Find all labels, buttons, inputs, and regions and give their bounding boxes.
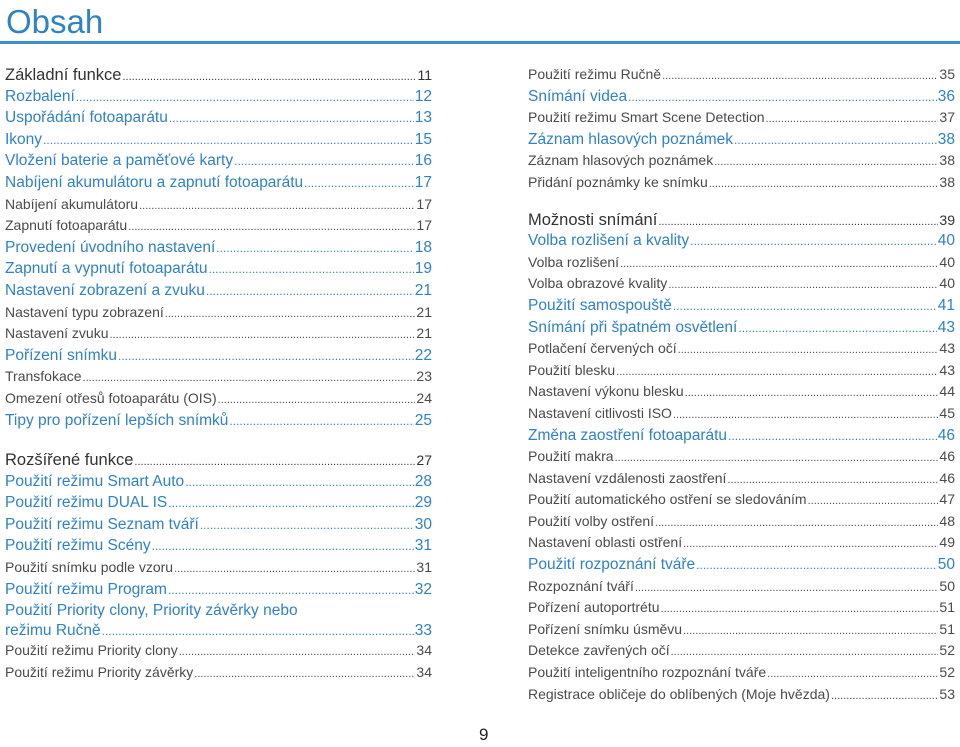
toc-leader-dots — [671, 646, 939, 658]
toc-entry-page: 43 — [939, 361, 955, 378]
toc-leader-dots — [152, 539, 414, 553]
toc-entry[interactable] — [528, 340, 955, 362]
toc-entry-label: Nabíjení akumulátoru — [5, 195, 139, 212]
toc-entry-page: 19 — [414, 260, 432, 278]
toc-entry-label: Zapnutí a vypnutí fotoaparátu — [5, 260, 208, 278]
toc-leader-dots — [714, 156, 938, 168]
toc-leader-dots — [668, 279, 938, 291]
toc-entry[interactable] — [5, 88, 432, 110]
toc-leader-dots — [696, 558, 937, 572]
toc-entry-label: Nastavení vzdálenosti zaostření — [528, 469, 727, 486]
toc-leader-dots — [185, 475, 414, 489]
toc-entry[interactable] — [5, 131, 432, 153]
toc-entry-label: Použití režimu Ručně — [528, 66, 662, 82]
toc-section-heading[interactable] — [5, 451, 432, 473]
toc-entry[interactable] — [5, 516, 432, 538]
toc-leader-dots — [727, 474, 938, 486]
toc-leader-dots — [635, 582, 939, 594]
toc-leader-dots — [661, 603, 939, 615]
toc-entry-page: 12 — [414, 87, 432, 105]
toc-entry-page: 48 — [939, 512, 955, 529]
toc-entry-page: 40 — [939, 253, 955, 270]
toc-entry-label: Použití makra — [528, 448, 614, 465]
toc-leader-dots — [673, 409, 938, 421]
toc-entry[interactable] — [5, 325, 432, 347]
toc-entry-label: Použití režimu Scény — [5, 537, 151, 555]
toc-leader-dots — [165, 308, 416, 320]
toc-entry[interactable] — [5, 537, 432, 559]
toc-entry-label: Detekce zavřených očí — [528, 642, 670, 659]
toc-entry[interactable] — [528, 599, 955, 621]
toc-leader-dots — [620, 258, 938, 270]
toc-leader-dots — [128, 221, 415, 233]
toc-entry-page: 21 — [416, 325, 432, 342]
section-gap — [5, 433, 432, 451]
toc-leader-dots — [690, 234, 937, 248]
toc-entry-page: 35 — [939, 66, 955, 82]
toc-column-right — [528, 66, 955, 707]
toc-leader-dots — [216, 241, 413, 255]
toc-entry[interactable] — [5, 152, 432, 174]
toc-entry-page: 52 — [939, 664, 955, 681]
toc-entry-page: 34 — [416, 642, 432, 659]
toc-entry[interactable] — [5, 347, 432, 369]
toc-entry-label: Možnosti snímání — [528, 210, 658, 229]
toc-entry[interactable] — [528, 556, 955, 578]
toc-column-left — [5, 66, 432, 685]
toc-leader-dots — [110, 329, 416, 341]
toc-entry-label: Zapnutí fotoaparátu — [5, 217, 128, 234]
toc-leader-dots — [738, 321, 936, 335]
toc-entry-label: Použití režimu Smart Auto — [5, 472, 185, 490]
toc-entry-label: Vložení baterie a paměťové karty — [5, 152, 234, 170]
toc-entry-page: 17 — [416, 217, 432, 234]
toc-entry-label: Omezení otřesů fotoaparátu (OIS) — [5, 389, 217, 406]
toc-entry[interactable] — [5, 664, 432, 686]
toc-entry-page: 47 — [939, 491, 955, 508]
toc-entry-label: Tipy pro pořízení lepších snímků — [5, 411, 229, 429]
toc-entry-page: 46 — [939, 469, 955, 486]
toc-entry-page: 17 — [414, 173, 432, 191]
toc-entry-page: 37 — [939, 109, 955, 126]
toc-entry[interactable] — [528, 664, 955, 686]
toc-entry[interactable] — [528, 578, 955, 600]
toc-leader-dots — [662, 70, 938, 82]
toc-entry-label: Použití volby ostření — [528, 512, 655, 529]
toc-entry-page: 36 — [937, 87, 955, 105]
toc-entry[interactable] — [528, 88, 955, 110]
toc-leader-dots — [808, 495, 939, 507]
toc-leader-dots — [76, 90, 414, 104]
toc-entry-label: Použití režimu DUAL IS — [5, 494, 168, 512]
toc-leader-dots — [102, 624, 414, 638]
toc-entry-label: Záznam hlasových poznámek — [528, 152, 714, 169]
toc-entry[interactable] — [528, 152, 955, 174]
toc-entry-page: 46 — [937, 426, 955, 444]
toc-entry-label: Použití režimu Priority clony — [5, 642, 178, 659]
toc-entry-label: Pořízení snímku — [5, 346, 117, 364]
toc-leader-dots — [615, 452, 939, 464]
toc-entry-label: Nastavení zobrazení a zvuku — [5, 281, 205, 299]
page-title: Obsah — [6, 3, 104, 40]
toc-entry-page: 53 — [939, 685, 955, 702]
toc-entry[interactable] — [5, 390, 432, 412]
toc-entry[interactable] — [5, 642, 432, 664]
toc-entry-label: Volba rozlišení a kvality — [528, 232, 690, 250]
toc-leader-dots — [658, 216, 938, 228]
toc-entry[interactable] — [5, 260, 432, 282]
toc-entry-label-continued: režimu Ručně — [5, 622, 101, 640]
toc-leader-dots — [728, 429, 937, 443]
toc-leader-dots — [168, 496, 414, 510]
toc-entry-label: Ikony — [5, 130, 43, 148]
toc-entry-page: 11 — [417, 67, 432, 83]
toc-entry[interactable] — [528, 513, 955, 535]
toc-entry-label: Přidání poznámky ke snímku — [528, 173, 708, 190]
toc-entry-label: Použití samospouště — [528, 296, 672, 314]
toc-entry-label: Nabíjení akumulátoru a zapnutí fotoaparátu — [5, 173, 304, 191]
toc-leader-dots — [83, 372, 416, 384]
toc-entry[interactable] — [5, 196, 432, 218]
toc-entry-page: 38 — [939, 173, 955, 190]
toc-entry-page: 18 — [414, 238, 432, 256]
toc-entry-page: 46 — [939, 448, 955, 465]
toc-entry-page: 49 — [939, 534, 955, 551]
toc-leader-dots — [209, 262, 414, 276]
toc-entry[interactable] — [528, 642, 955, 664]
toc-entry-page: 51 — [939, 599, 955, 616]
toc-entry-page: 51 — [939, 620, 955, 637]
toc-leader-dots — [616, 366, 938, 378]
toc-entry[interactable] — [528, 383, 955, 405]
section-gap — [528, 196, 955, 211]
toc-entry[interactable] — [528, 174, 955, 196]
toc-entry-label: Uspořádání fotoaparátu — [5, 109, 168, 127]
toc-entry-label: Provedení úvodního nastavení — [5, 238, 216, 256]
toc-entry[interactable] — [5, 473, 432, 495]
toc-entry[interactable] — [5, 494, 432, 516]
toc-entry[interactable] — [528, 427, 955, 449]
toc-section-heading[interactable] — [528, 211, 955, 233]
toc-entry[interactable] — [528, 470, 955, 492]
toc-entry-label: Základní funkce — [5, 66, 122, 84]
toc-leader-dots — [179, 646, 416, 658]
toc-entry[interactable] — [5, 217, 432, 239]
toc-entry[interactable] — [528, 297, 955, 319]
toc-entry[interactable] — [528, 254, 955, 276]
toc-entry-label: Nastavení oblasti ostření — [528, 534, 683, 551]
toc-leader-dots — [43, 133, 414, 147]
toc-entry[interactable] — [5, 239, 432, 261]
toc-leader-dots — [168, 583, 414, 597]
toc-entry-page: 40 — [939, 275, 955, 292]
toc-entry-page: 38 — [939, 152, 955, 169]
toc-leader-dots — [174, 563, 415, 575]
toc-entry-page: 22 — [414, 346, 432, 364]
toc-entry-label: Rozšířené funkce — [5, 451, 134, 470]
toc-entry-page: 52 — [939, 642, 955, 659]
toc-leader-dots — [169, 111, 414, 125]
toc-leader-dots — [218, 394, 416, 406]
toc-entry[interactable] — [5, 109, 432, 131]
toc-entry-page: 16 — [414, 152, 432, 170]
toc-entry-label: Snímání při špatném osvětlení — [528, 318, 738, 336]
toc-entry-label: Použití režimu Priority závěrky — [5, 663, 194, 680]
toc-entry-label: Potlačení červených očí — [528, 340, 677, 357]
toc-entry-label: Rozbalení — [5, 87, 75, 105]
toc-entry[interactable] — [5, 368, 432, 390]
page-number: 9 — [479, 725, 489, 744]
toc-entry-page: 44 — [939, 383, 955, 400]
toc-entry[interactable] — [5, 304, 432, 326]
toc-entry[interactable] — [528, 534, 955, 556]
toc-leader-dots — [628, 90, 937, 104]
toc-entry-label: Snímání videa — [528, 87, 628, 105]
toc-entry-page: 29 — [414, 494, 432, 512]
toc-entry-page: 24 — [416, 389, 432, 406]
toc-leader-dots — [122, 71, 416, 83]
toc-entry-page: 27 — [416, 452, 432, 469]
toc-entry[interactable] — [528, 621, 955, 643]
toc-entry-label: Rozpoznání tváří — [528, 577, 634, 594]
toc-entry-label: Použití režimu Seznam tváří — [5, 515, 199, 533]
toc-entry-page: 50 — [939, 577, 955, 594]
toc-leader-dots — [685, 387, 939, 399]
toc-leader-dots — [655, 517, 938, 529]
toc-leader-dots — [304, 176, 414, 190]
toc-entry[interactable] — [528, 405, 955, 427]
toc-entry[interactable] — [528, 448, 955, 470]
toc-entry-page: 39 — [939, 211, 955, 228]
toc-entry-page: 41 — [937, 296, 955, 314]
toc-entry[interactable] — [528, 232, 955, 254]
toc-leader-dots — [118, 349, 414, 363]
toc-entry[interactable] — [528, 686, 955, 708]
toc-leader-dots — [831, 690, 938, 702]
toc-entry[interactable] — [5, 282, 432, 304]
toc-entry-page: 25 — [414, 411, 432, 429]
toc-leader-dots — [134, 456, 415, 468]
toc-entry-label: Použití automatického ostření se sledováním — [528, 491, 807, 508]
toc-entry-label: Použití rozpoznání tváře — [528, 556, 696, 574]
toc-entry-label: Použití Priority clony, Priority závěrky nebo — [5, 602, 298, 620]
toc-entry-page: 32 — [414, 580, 432, 598]
toc-entry[interactable] — [528, 109, 955, 131]
toc-entry[interactable] — [528, 275, 955, 297]
toc-entry-page: 15 — [414, 130, 432, 148]
title-divider — [0, 41, 960, 44]
toc-entry-page: 43 — [939, 340, 955, 357]
toc-entry[interactable] — [5, 412, 432, 434]
toc-entry-line — [5, 622, 432, 642]
toc-leader-dots — [766, 113, 939, 125]
toc-entry-label: Volba obrazové kvality — [528, 275, 668, 292]
toc-entry-page: 13 — [414, 109, 432, 127]
toc-entry-page: 50 — [937, 556, 955, 574]
toc-entry-label: Nastavení typu zobrazení — [5, 303, 164, 320]
toc-entry[interactable] — [5, 559, 432, 581]
toc-entry-page: 30 — [414, 515, 432, 533]
toc-entry-label: Pořízení snímku úsměvu — [528, 620, 683, 637]
toc-entry-label: Použití režimu Program — [5, 580, 167, 598]
toc-leader-dots — [200, 518, 414, 532]
toc-entry-page: 43 — [937, 318, 955, 336]
toc-entry-label: Nastavení zvuku — [5, 325, 109, 342]
toc-entry[interactable] — [5, 174, 432, 196]
toc-entry-label: Záznam hlasových poznámek — [528, 130, 734, 148]
toc-leader-dots — [673, 299, 937, 313]
toc-entry-label: Transfokace — [5, 368, 82, 385]
toc-entry[interactable] — [5, 581, 432, 603]
toc-entry-page: 40 — [937, 232, 955, 250]
toc-entry[interactable] — [528, 66, 955, 88]
toc-entry-page: 38 — [937, 130, 955, 148]
toc-entry-label: Změna zaostření fotoaparátu — [528, 426, 728, 444]
toc-entry-page: 45 — [939, 404, 955, 421]
toc-leader-dots — [206, 284, 414, 298]
toc-leader-dots — [767, 668, 938, 680]
toc-entry-page: 34 — [416, 663, 432, 680]
toc-leader-dots — [139, 200, 415, 212]
toc-entry-page: 28 — [414, 472, 432, 490]
toc-leader-dots — [678, 344, 939, 356]
toc-entry-page: 21 — [416, 303, 432, 320]
toc-entry-page: 21 — [414, 281, 432, 299]
toc-entry-page: 31 — [414, 537, 432, 555]
toc-leader-dots — [229, 414, 413, 428]
toc-leader-dots — [709, 178, 939, 190]
toc-entry-label: Použití snímku podle vzoru — [5, 559, 174, 576]
toc-entry-label: Použití blesku — [528, 361, 616, 378]
toc-leader-dots — [194, 668, 415, 680]
toc-entry[interactable] — [528, 491, 955, 513]
toc-leader-dots — [683, 538, 938, 550]
toc-entry-label: Nastavení výkonu blesku — [528, 383, 684, 400]
toc-entry[interactable] — [528, 131, 955, 153]
toc-section-heading[interactable] — [5, 66, 432, 88]
toc-entry-label: Registrace obličeje do oblíbených (Moje hvězda) — [528, 685, 830, 702]
toc-leader-dots — [683, 625, 938, 637]
toc-entry[interactable] — [528, 319, 955, 341]
toc-entry-page: 33 — [414, 622, 432, 640]
toc-entry-label: Volba rozlišení — [528, 253, 620, 270]
toc-entry[interactable] — [5, 602, 432, 642]
toc-entry-label: Použití režimu Smart Scene Detection — [528, 109, 765, 126]
toc-leader-dots — [234, 154, 414, 168]
toc-entry-page: 23 — [416, 368, 432, 385]
toc-entry-label: Použití inteligentního rozpoznání tváře — [528, 664, 767, 681]
toc-entry-label: Nastavení citlivosti ISO — [528, 404, 672, 421]
toc-entry-label: Pořízení autoportrétu — [528, 599, 660, 616]
toc-leader-dots — [734, 133, 937, 147]
toc-entry-page: 17 — [416, 195, 432, 212]
toc-entry-page: 31 — [416, 559, 432, 576]
toc-entry[interactable] — [528, 362, 955, 384]
